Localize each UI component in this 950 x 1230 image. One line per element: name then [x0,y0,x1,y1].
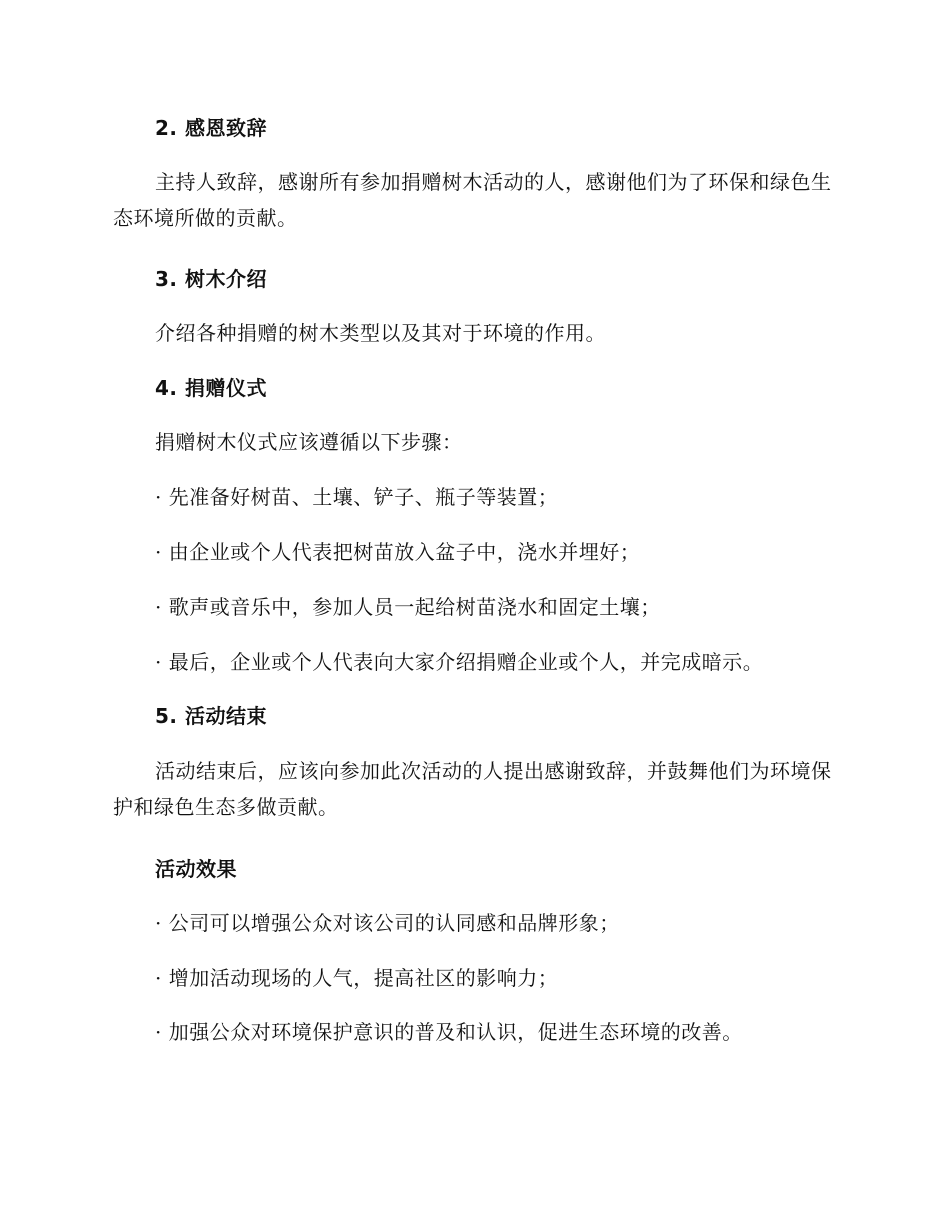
list-item: · 公司可以增强公众对该公司的认同感和品牌形象； [155,911,620,935]
section-heading: 4. 捐赠仪式 [155,376,267,400]
list-item: · 歌声或音乐中，参加人员一起给树苗浇水和固定土壤； [155,595,661,619]
paragraph: 活动结束后，应该向参加此次活动的人提出感谢致辞，并鼓舞他们为环境保护和绿色生态多做贡献。 [113,759,832,819]
section-heading: 5. 活动结束 [155,704,267,728]
paragraph: 捐赠树木仪式应该遵循以下步骤： [155,430,463,454]
paragraph: 主持人致辞，感谢所有参加捐赠树木活动的人，感谢他们为了环保和绿色生态环境所做的贡献。 [113,170,832,230]
list-item: · 先准备好树苗、土壤、铲子、瓶子等装置； [155,485,559,509]
section-heading: 活动效果 [155,857,237,881]
list-item: · 最后，企业或个人代表向大家介绍捐赠企业或个人，并完成暗示。 [155,650,764,674]
list-item: · 由企业或个人代表把树苗放入盆子中，浇水并埋好； [155,540,641,564]
section-heading: 3. 树木介绍 [155,267,267,291]
paragraph: 介绍各种捐赠的树木类型以及其对于环境的作用。 [155,321,606,345]
section-heading: 2. 感恩致辞 [155,116,267,140]
list-item: · 增加活动现场的人气，提高社区的影响力； [155,966,559,990]
list-item: · 加强公众对环境保护意识的普及和认识，促进生态环境的改善。 [155,1020,743,1044]
